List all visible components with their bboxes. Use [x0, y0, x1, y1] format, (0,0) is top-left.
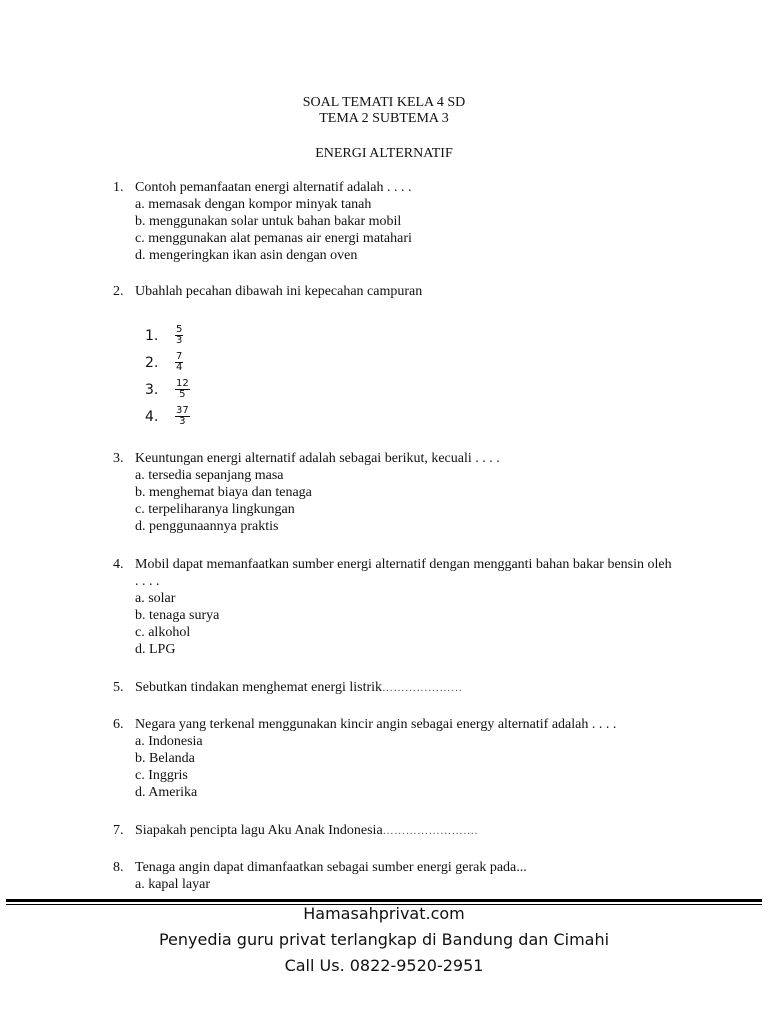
question-text: Sebutkan tindakan menghemat energi listrik	[135, 680, 383, 695]
option-a: a. solar	[135, 591, 176, 606]
fraction-label: 2.	[145, 354, 159, 371]
fraction-label: 4.	[145, 408, 159, 425]
question-number: 7.	[113, 823, 124, 838]
footer-site: Hamasahprivat.com	[303, 904, 465, 923]
document-title: SOAL TEMATI KELA 4 SD	[302, 95, 466, 110]
option-a: a. Indonesia	[135, 734, 203, 749]
fraction	[175, 352, 183, 373]
question-text: Tenaga angin dapat dimanfaatkan sebagai sumber energi gerak pada...	[135, 860, 527, 875]
denominator: 5	[179, 389, 186, 400]
numerator: 12	[176, 378, 189, 389]
question-number: 1.	[113, 180, 124, 195]
question-text: Negara yang terkenal menggunakan kincir angin sebagai energy alternatif adalah . . . .	[135, 717, 617, 732]
fraction-label: 3.	[145, 381, 159, 398]
option-c: c. Inggris	[135, 768, 188, 783]
fraction	[175, 379, 190, 400]
fraction-item	[145, 322, 190, 349]
question-number: 3.	[113, 451, 124, 466]
option-b: b. Belanda	[135, 751, 195, 766]
fraction	[175, 325, 183, 346]
document-subtitle: TEMA 2 SUBTEMA 3	[319, 111, 449, 126]
question-7	[113, 822, 675, 840]
option-a: a. tersedia sepanjang masa	[135, 468, 284, 483]
footer-contact: Call Us. 0822-9520-2951	[284, 956, 484, 975]
question-text: Contoh pemanfaatan energi alternatif adalah . . . .	[135, 180, 412, 195]
numerator: 7	[176, 351, 183, 362]
question-text: Keuntungan energi alternatif adalah sebagai berikut, kecuali . . . .	[135, 451, 500, 466]
denominator: 3	[176, 335, 183, 346]
fraction-item	[145, 403, 190, 430]
question-1	[113, 179, 675, 264]
question-2	[113, 283, 675, 300]
question-text: Ubahlah pecahan dibawah ini kepecahan campuran	[135, 284, 423, 299]
option-d: d. Amerika	[135, 785, 198, 800]
option-c: c. alkohol	[135, 625, 191, 640]
fraction-item	[145, 349, 190, 376]
option-d: d. mengeringkan ikan asin dengan oven	[135, 248, 358, 263]
denominator: 3	[179, 416, 186, 427]
question-3	[113, 450, 675, 535]
option-b: b. menggunakan solar untuk bahan bakar mobil	[135, 214, 402, 229]
option-a: a. memasak dengan kompor minyak tanah	[135, 197, 372, 212]
question-4	[113, 556, 675, 658]
question-5	[113, 679, 675, 697]
option-d: d. LPG	[135, 642, 176, 657]
footer-tagline: Penyedia guru privat terlangkap di Bandung dan Cimahi	[158, 930, 610, 949]
option-b: b. menghemat biaya dan tenaga	[135, 485, 312, 500]
question-text: Siapakah pencipta lagu Aku Anak Indonesia	[135, 823, 383, 838]
fraction-list	[145, 322, 190, 430]
fraction	[175, 406, 190, 427]
question-number: 2.	[113, 284, 124, 299]
numerator: 37	[176, 405, 189, 416]
option-a: a. kapal layar	[135, 877, 211, 892]
option-c: c. terpeliharanya lingkungan	[135, 502, 295, 517]
option-b: b. tenaga surya	[135, 608, 220, 623]
numerator: 5	[176, 324, 183, 335]
option-c: c. menggunakan alat pemanas air energi matahari	[135, 231, 412, 246]
footer-divider-thick	[6, 899, 762, 902]
option-d: d. penggunaannya praktis	[135, 519, 279, 534]
denominator: 4	[176, 362, 183, 373]
fraction-label: 1.	[145, 327, 159, 344]
question-number: 8.	[113, 860, 124, 875]
question-number: 4.	[113, 557, 124, 572]
fraction-item	[145, 376, 190, 403]
topic-heading: ENERGI ALTERNATIF	[315, 146, 453, 161]
question-number: 5.	[113, 680, 124, 695]
answer-blank: …………………….	[382, 825, 478, 837]
question-8	[113, 859, 675, 893]
question-number: 6.	[113, 717, 124, 732]
question-text: Mobil dapat memanfaatkan sumber energi alternatif dengan mengganti bahan bakar bensin oleh . . . .	[135, 557, 672, 589]
question-6	[113, 716, 675, 801]
answer-blank: …………………	[382, 682, 463, 694]
